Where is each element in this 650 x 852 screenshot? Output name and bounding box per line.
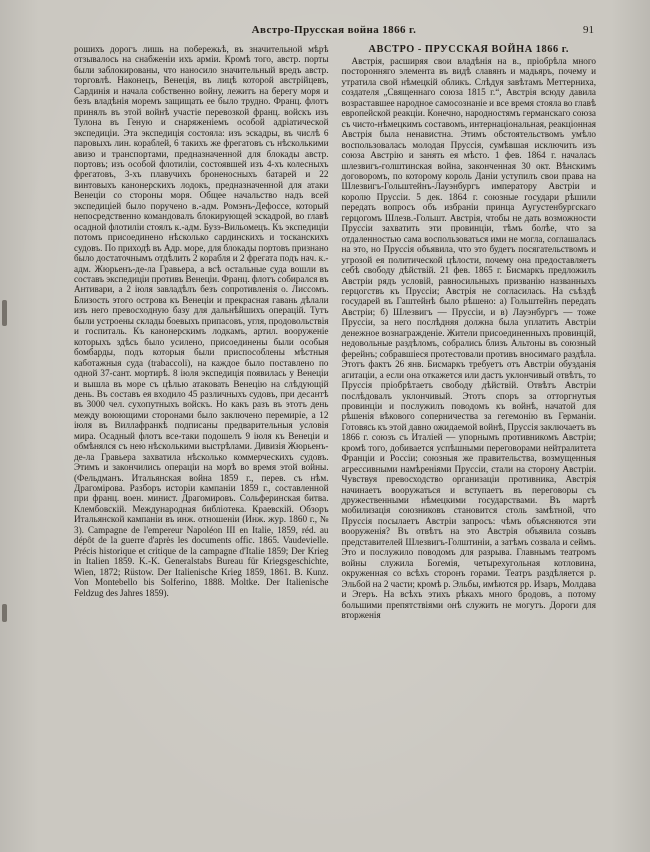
scan-edge-artifact bbox=[2, 300, 7, 326]
article-heading: АВСТРО - ПРУССКАЯ ВОЙНА 1866 г. bbox=[368, 44, 570, 55]
right-column bbox=[342, 44, 597, 842]
running-head-title: Австро-Прусская война 1866 г. bbox=[251, 24, 417, 36]
scan-edge-artifact bbox=[2, 604, 7, 622]
left-column bbox=[74, 44, 329, 842]
left-column-body-text: рошихъ дорогъ лишь на побережьѣ, въ значительной мѣрѣ отзывалось на снабженіи ихъ арміи. Кромѣ того, австр. порты были заблокированы, что наносило значительный вредъ австр. торговлѣ. Наконецъ, Венеція, въ лицѣ которой австрійцевъ, Сардинія и начала собственно войну, лежитъ на берегу моря и безъ владѣнія моремъ защищать ее было трудно. Франц. флотъ принялъ въ этой войнѣ участіе перевозкой франц. войскъ изъ Тулона въ Геную и снаряженіемъ особой адріатической экспедиціи. Эта экспедиція состояла: изъ эскадры, въ числѣ 6 паровыхъ лин. кораблей, 6 такихъ же фрегатовъ съ нѣсколькими авизо и транспортами, предназначенной для блокады австр. портовъ; изъ особой флотиліи, состоявшей изъ 4-хъ колесныхъ фрегатовъ, 3-хъ плавучихъ броненосныхъ батарей и 22 винтовыхъ канонерскихъ лодокъ, предназначенной для атаки Венеціи со стороны моря. Общее начальство надъ всей экспедиціей было поручено в.-адм. Ромэнъ-Дефоссе, который непосредственно командовалъ блокирующей эскадрой, во главѣ осадной флотиліи стоялъ к.-адм. Бузэ-Вильомецъ. Къ экспедиціи потомъ присоединено нѣсколько сардинскихъ и тосканскихъ судовъ. По приходѣ въ Адр. море, для блокады портовъ признано было достаточнымъ отдѣлить 2 корабля и 2 фрегата подъ нач. к.-адм. Жюрьенъ-де-ла Гравьера, а всѣ остальные суда вошли въ составъ экспедиціи противъ Венеціи. Франц. флотъ собирался въ Антивари, а 2 іюля завладѣлъ безъ сопротивленія о. Лиссомъ. Близость этого острова къ Венеціи и прекрасная гавань дѣлали изъ него превосходную базу для дальнѣйшихъ операцій. Тутъ были устроены склады боевыхъ припасовъ, угля, продовольствія и госпиталь. Къ канонерскимъ лодкамъ, артил. вооруженіе которыхъ здѣсь было усилено, присоединены были особыя бомбарды, подъ которыя были приспособлены мѣстныя каботажныя суда (trabaccoli), на каждое было поставлено по одной 37-сант. мортирѣ. 8 іюля экспедиція появилась у Венеціи и вышла въ море съ цѣлью атаковать Венецію на слѣдующій день. Въ составъ ея входило 45 различныхъ судовъ, при десантѣ въ 3000 чел. сухопутныхъ войскъ. Но какъ разъ въ этотъ день между воюющими сторонами было заключено перемиріе, а 12 іюля въ Виллафранкѣ подписаны предварительныя условія мира. Осадный флотъ все-таки подошелъ 9 іюля къ Венеціи и обмѣнялся съ нею нѣсколькими выстрѣлами. Дивизія Жюрьенъ-де-ла Гравьера захватила нѣсколько коммерческихъ судовъ. Этимъ и закончились операціи на морѣ во время этой войны. bbox=[74, 44, 329, 473]
article-body-text: Австрія, расширяя свои владѣнія на в., пріобрѣла много посторонняго элемента въ видѣ славянъ и мадьяръ, почему и утратила свой нѣмецкій обликъ. Слѣдуя завѣтамъ Меттерниха, создателя „Священнаго союза 1815 г.“, Австрія всюду давила возраставшее народное самосознаніе и все время стояла во главѣ европейской реакціи. Конечно, народностямъ германскаго союза съ чисто-нѣмецкимъ составомъ, интернаціональная, реакціонная Австрія была ненавистна. Этимъ обстоятельствомъ умѣло воспользовалась молодая Пруссія, сумѣвшая исключить изъ союза Австрію и занять ея мѣсто. 1 фев. 1864 г. началась шлезвигъ-голштинская война, законченная 30 окт. Вѣнскимъ договоромъ, по которому король Даніи уступилъ свои права на Шлезвигъ-Гольштейнъ-Лауэнбургъ императору Австріи и королю Пруссіи. 5 дек. 1864 г. союзные государи рѣшили передать вопросъ объ избраніи принца Аугустенбургскаго герцогомъ Шлезв.-Гольшт. Австрія, чтобы не дать возможности Пруссіи захватить эти провинціи, тѣмъ болѣе, что за отдаленностью сама воспользоваться ими не могла, соглашалась на это, но Пруссія объявила, что это будетъ посягательствомъ и угрозой ея политической цѣлости, почему она предоставляетъ себѣ свободу дѣйствій. 21 фев. 1865 г. Бисмаркъ предложилъ Австріи рядъ условій, равносильныхъ призванію названныхъ герцогствъ къ Пруссіи; Австрія не согласилась. На съѣздѣ государей въ Гаштейнѣ было рѣшено: а) Гольштейнъ передать Австріи; б) Шлезвигъ — Пруссіи, и в) Лауэнбургъ — тоже Пруссіи, за него послѣдняя должна была уплатить Австріи денежное вознагражденіе. Жители присоединенныхъ провинцій, недовольные раздѣломъ, собрались близъ Альтоны въ союзный ферейнъ; собравшіеся протестовали противъ вносимаго раздѣла. Этотъ фактъ 26 янв. Бисмаркъ требуетъ отъ Австріи обузданія агитаціи, а если она откажется или дастъ уклончивый отвѣтъ, то Пруссія пріобрѣтаетъ свободу дѣйствій. Отвѣтъ Австріи послѣдовалъ уклончивый. Этотъ споръ за отторгнутыя провинціи и послужилъ поводомъ къ войнѣ, начатой для рѣшенія вѣкового соперничества за гегемонію въ Германіи. Готовясь къ этой давно ожидаемой войнѣ, Пруссія заключаетъ въ 1866 г. союзъ съ Италіей — упорнымъ противникомъ Австріи; кромѣ того, добивается успѣшными переговорами нейтралитета Франціи и Россіи; союзныя же правительства, возмущенныя агрессивными намѣреніями Пруссіи, стали на сторону Австріи. Чувствуя превосходство организаціи противника, Австрія начинаетъ вооружаться и вступаетъ въ переговоры съ дружественными нѣмецкими государствами. Въ мартѣ мобилизація союзниковъ становится столь замѣтной, что Пруссія посылаетъ Австріи запросъ: чѣмъ объясняются эти вооруженія? Въ отвѣтъ на это Австрія объявила созывъ представителей Шлезвигъ-Голштиніи, а затѣмъ созвала и сеймъ. Это и послужило поводомъ для разрыва. Главнымъ театромъ войны служила Богемія, четырехугольная котловина, окруженная со всѣхъ сторонъ горами. Театръ раздѣляется р. Эльбой на 2 части; кромѣ р. Эльбы, имѣются рр. Изаръ, Молдава и Эгеръ. На всѣхъ этихъ рѣкахъ много бродовъ, а потому большими препятствіями онѣ служить не могутъ. Дороги для вторженія bbox=[341, 56, 596, 621]
left-column-paragraph bbox=[74, 44, 329, 598]
page-number: 91 bbox=[583, 24, 594, 36]
two-column-text-block bbox=[74, 44, 596, 842]
bibliography-text: (Фельдманъ. Итальянская война 1859 г., перев. съ нѣм. Драгомірова. Разборъ исторіи кампаніи 1859 г., составленной при франц. воен. минист. Драгомировъ. Сольферинская битва. Клембовскій. Международная библіотека. Краевскій. Обзоръ Итальянской кампаніи въ инж. отношеніи (Инж. жур. 1860 г., № 3). Campagne de l'empereur Napoléon III en Italie, 1859, réd. au dépôt de la guerre d'après les documents offic. 1865. Vaudevielle. Précis historique et critique de la campagne d'Italie 1859; Der Krieg in Italien 1859. K.-K. Generalstabs Bureau für Kriegsgeschichte, Wien, 1872; Rüstow. Der Italienische Krieg 1859, 1861. B. Kunz. Von Montebello bis Solferino, 1888. Moltke. Der Italienische Feldzug des Jahres 1859). bbox=[74, 472, 329, 598]
